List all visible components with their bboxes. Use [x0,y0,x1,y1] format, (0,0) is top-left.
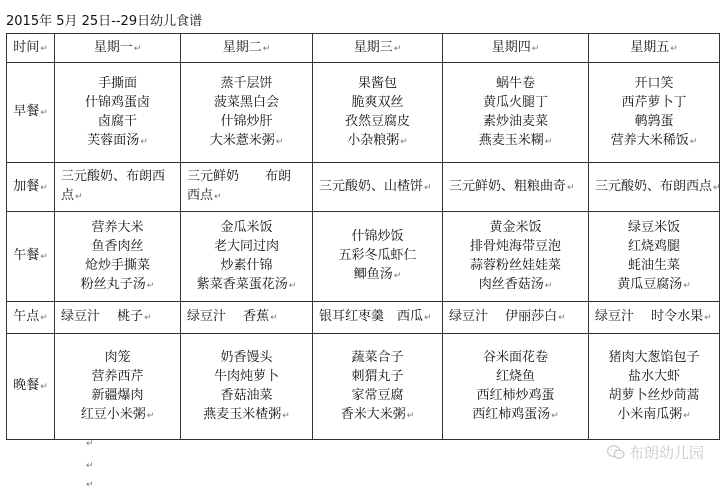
menu-cell [443,63,589,163]
dish-name: 小米南瓜粥 [617,406,683,422]
menu-cell [589,334,720,440]
wechat-icon [607,445,625,460]
meal-row [7,163,720,212]
dish-name: 老大同过肉 [213,238,279,254]
dish-item [593,367,715,386]
meal-label-text: 午餐 [13,248,40,263]
dish-name: 香菇油菜 [220,387,273,403]
paragraph-mark: ↵ [531,43,540,54]
dish-item [317,265,438,286]
dish-item [187,186,308,207]
dish-item [59,275,176,296]
dish-item [447,93,584,112]
dish-item [447,74,584,93]
dish-item [593,256,715,275]
paragraph-mark: ↵ [424,182,432,193]
menu-cell [589,212,720,302]
dish-item [59,131,176,152]
paragraph-mark: ↵ [406,410,415,421]
paragraph-mark: ↵ [146,280,155,291]
dish-name: 蒜蓉粉丝娃娃菜 [469,257,561,273]
dish-name: 肉丝香菇汤 [478,276,544,292]
dish-item [317,112,438,131]
dish-name: 小杂粮粥 [347,132,400,148]
meal-label [7,334,55,440]
dish-item [185,275,308,296]
meal-row [7,334,720,440]
dish-item [317,93,438,112]
dish-item [185,405,308,426]
dish-item [61,186,176,207]
header-day [313,34,443,63]
watermark [607,442,704,463]
menu-cell [55,163,181,212]
dish-name: 开口笑 [634,75,674,91]
dish-item [59,112,176,131]
menu-cell [313,334,443,440]
dish-item [185,93,308,112]
meal-row [7,212,720,302]
meal-label [7,212,55,302]
menu-cell [589,163,720,212]
dish-name: 孜然豆腐皮 [344,113,410,129]
dish-name: 家常豆腐 [351,387,404,403]
dish-item [59,74,176,93]
dish-name: 脆爽双丝 [351,94,404,110]
dish-name: 金瓜米饭 [220,219,273,235]
meal-label [7,163,55,212]
dish-item [185,131,308,152]
meal-row [7,302,720,334]
paragraph-mark: ↵ [40,182,48,193]
paragraph-mark: ↵ [713,182,721,193]
menu-cell [55,212,181,302]
dish-name: 炝炒手撕菜 [84,257,150,273]
header-label: 星期一 [93,39,133,55]
dish-name: 五彩冬瓜虾仁 [338,248,417,263]
paragraph-mark: ↵ [567,182,575,193]
dish-name: 点 [61,188,75,203]
dish-item [59,386,176,405]
dish-name: 西芹萝卜丁 [621,94,687,110]
menu-title: 2015年 5月 25日--29日幼儿食谱 [6,14,203,29]
header-label: 星期二 [222,39,262,55]
dish-name: 营养大米 [91,219,144,235]
menu-cell [443,334,589,440]
dish-name: 手撕面 [97,75,137,91]
paragraph-mark: ↵ [551,410,559,421]
menu-cell [443,212,589,302]
dish-name: 西红柿鸡蛋汤 [472,406,551,422]
menu-cell [589,302,720,334]
dish-item [447,275,584,296]
paragraph-mark: ↵ [40,313,48,323]
dish-item [447,348,584,367]
dish-item [449,177,584,198]
dish-item [59,367,176,386]
menu-cell [589,63,720,163]
dish-name: 银耳红枣羹 西瓜 [319,309,424,324]
header-label: 星期三 [353,39,393,55]
dish-item [319,177,438,198]
menu-cell [181,63,313,163]
dish-name: 鱼香肉丝 [91,238,144,254]
dish-item [593,275,715,296]
dish-item [593,348,715,367]
dish-item [59,218,176,237]
dish-item [185,218,308,237]
weekly-menu-table [6,33,720,440]
dish-name: 绿豆汁 时令水果 [595,309,704,324]
paragraph-mark: ↵ [270,313,278,323]
dish-item [593,237,715,256]
dish-name: 三元酸奶、布朗西 [61,169,166,184]
menu-cell [313,63,443,163]
dish-name: 鹌鹑蛋 [634,113,674,129]
dish-item [185,386,308,405]
header-label: 星期五 [630,39,670,55]
paragraph-mark: ↵ [544,136,553,147]
paragraph-mark: ↵ [683,410,691,421]
dish-item [187,307,308,328]
paragraph-mark: ↵ [146,410,155,421]
menu-cell [313,163,443,212]
dish-name: 西点 [187,188,214,203]
paragraph-mark: ↵ [262,43,271,54]
dish-name: 绿豆汁 桃子 [61,309,144,324]
dish-name: 什锦炒饭 [351,229,404,244]
dish-item [185,367,308,386]
dish-item [317,246,438,265]
dish-item [593,93,715,112]
dish-item [317,227,438,246]
dish-name: 蚝油生菜 [627,257,680,273]
dish-name: 红烧鸡腿 [627,238,680,254]
dish-item [447,256,584,275]
dish-item [593,218,715,237]
dish-name: 猪肉大葱馅包子 [608,349,700,365]
paragraph-mark: ↵ [282,410,290,421]
dish-item [59,348,176,367]
dish-name: 什锦炒肝 [220,113,273,129]
dish-name: 菠菜黑白会 [213,94,279,110]
dish-name: 红豆小米粥 [80,406,146,422]
meal-label [7,302,55,334]
paragraph-mark: ↵ [393,43,402,54]
paragraph-mark: ↵ [86,461,94,471]
menu-cell [313,302,443,334]
dish-item [593,74,715,93]
meal-label [7,63,55,163]
paragraph-mark: ↵ [86,439,94,449]
header-label: 时间 [13,39,40,55]
dish-name: 三元酸奶、布朗西点 [595,178,713,194]
dish-name: 盐水大虾 [627,368,680,384]
paragraph-mark: ↵ [75,192,83,202]
dish-item [593,386,715,405]
menu-cell [181,163,313,212]
dish-item [185,237,308,256]
watermark-text: 布朗幼儿园 [628,444,704,462]
header-time [7,34,55,63]
paragraph-mark: ↵ [86,480,94,490]
menu-cell [443,163,589,212]
meal-label-text: 午点 [13,309,40,324]
dish-name: 紫菜香菜蛋花汤 [196,276,288,292]
dish-name: 黄瓜火腿丁 [482,94,548,110]
dish-item [593,405,715,426]
dish-item [59,93,176,112]
dish-item [593,131,715,152]
meal-label-text: 晚餐 [13,378,40,393]
dish-item [317,386,438,405]
paragraph-mark: ↵ [40,108,48,118]
paragraph-mark: ↵ [544,280,553,291]
dish-item [593,112,715,131]
dish-item [449,307,584,328]
paragraph-mark: ↵ [393,271,402,281]
paragraph-mark: ↵ [40,43,48,54]
dish-item [447,386,584,405]
dish-name: 燕麦玉米糊 [478,132,544,148]
dish-name: 胡萝卜丝炒茼蒿 [608,387,700,403]
dish-item [595,307,715,328]
dish-item [59,405,176,426]
dish-item [185,348,308,367]
dish-item [447,218,584,237]
dish-name: 奶香馒头 [220,349,273,365]
dish-name: 蒸千层饼 [220,75,273,91]
dish-item [317,131,438,152]
paragraph-mark: ↵ [558,313,566,323]
dish-name: 香米大米粥 [340,406,406,422]
dish-item [61,167,176,186]
paragraph-mark: ↵ [424,313,432,323]
dish-item [187,167,308,186]
dish-name: 营养西芹 [91,368,144,384]
menu-cell [443,302,589,334]
menu-cell [55,334,181,440]
menu-cell [181,212,313,302]
dish-name: 蜗牛卷 [495,75,535,91]
dish-name: 刺猬丸子 [351,368,404,384]
dish-name: 肉笼 [104,349,131,365]
dish-item [319,307,438,328]
dish-name: 芙蓉面汤 [87,132,140,148]
dish-item [447,112,584,131]
paragraph-mark: ↵ [40,252,48,262]
dish-item [317,405,438,426]
dish-item [59,237,176,256]
paragraph-mark: ↵ [683,280,691,291]
paragraph-mark: ↵ [704,313,712,323]
dish-name: 素炒油麦菜 [482,113,548,129]
dish-item [185,112,308,131]
dish-name: 鲫鱼汤 [353,267,393,282]
paragraph-mark: ↵ [214,192,222,202]
paragraph-mark: ↵ [133,43,142,54]
header-day [181,34,313,63]
menu-cell [55,63,181,163]
dish-item [59,256,176,275]
dish-name: 燕麦玉米楂粥 [203,406,282,422]
paragraph-mark: ↵ [140,136,148,147]
dish-name: 果酱包 [357,75,397,91]
dish-item [317,348,438,367]
header-row [7,34,720,63]
paragraph-mark: ↵ [144,313,152,323]
paragraph-mark: ↵ [400,136,408,147]
dish-item [185,256,308,275]
meal-label-text: 早餐 [13,104,40,119]
dish-name: 三元酸奶、山楂饼 [319,178,424,194]
meal-label-text: 加餐 [13,178,40,194]
paragraph-mark: ↵ [40,382,48,392]
header-day [443,34,589,63]
paragraph-mark: ↵ [689,136,698,147]
dish-name: 炒素什锦 [220,257,273,273]
dish-name: 新疆爆肉 [91,387,144,403]
dish-name: 三元鲜奶、粗粮曲奇 [449,178,567,194]
dish-name: 卤腐干 [97,113,137,129]
dish-name: 蔬菜合子 [351,349,404,365]
paragraph-mark: ↵ [275,136,284,147]
paragraph-mark: ↵ [288,280,297,291]
dish-name: 黄瓜豆腐汤 [617,276,683,292]
dish-name: 营养大米稀饭 [610,132,689,148]
dish-item [447,405,584,426]
dish-name: 谷米面花卷 [482,349,548,365]
dish-name: 黄金米饭 [489,219,542,235]
menu-cell [313,212,443,302]
dish-name: 大米薏米粥 [209,132,275,148]
dish-name: 绿豆汁 伊丽莎白 [449,309,558,324]
dish-item [447,131,584,152]
meal-row [7,63,720,163]
dish-name: 排骨炖海带豆泡 [469,238,561,254]
dish-name: 西红柿炒鸡蛋 [476,387,555,403]
dish-name: 红烧鱼 [495,368,535,384]
dish-item [185,74,308,93]
header-day [589,34,720,63]
dish-name: 绿豆米饭 [627,219,680,235]
dish-item [61,307,176,328]
dish-item [595,177,721,198]
dish-item [447,367,584,386]
dish-name: 三元鲜奶 布朗 [187,169,292,184]
dish-name: 什锦鸡蛋卤 [84,94,150,110]
dish-name: 绿豆汁 香蕉 [187,309,270,324]
menu-cell [181,302,313,334]
dish-name: 牛肉炖萝卜 [213,368,279,384]
menu-cell [181,334,313,440]
dish-item [317,74,438,93]
header-label: 星期四 [491,39,531,55]
dish-item [317,367,438,386]
menu-cell [55,302,181,334]
paragraph-mark: ↵ [670,43,678,54]
dish-name: 粉丝丸子汤 [80,276,146,292]
header-day [55,34,181,63]
dish-item [447,237,584,256]
